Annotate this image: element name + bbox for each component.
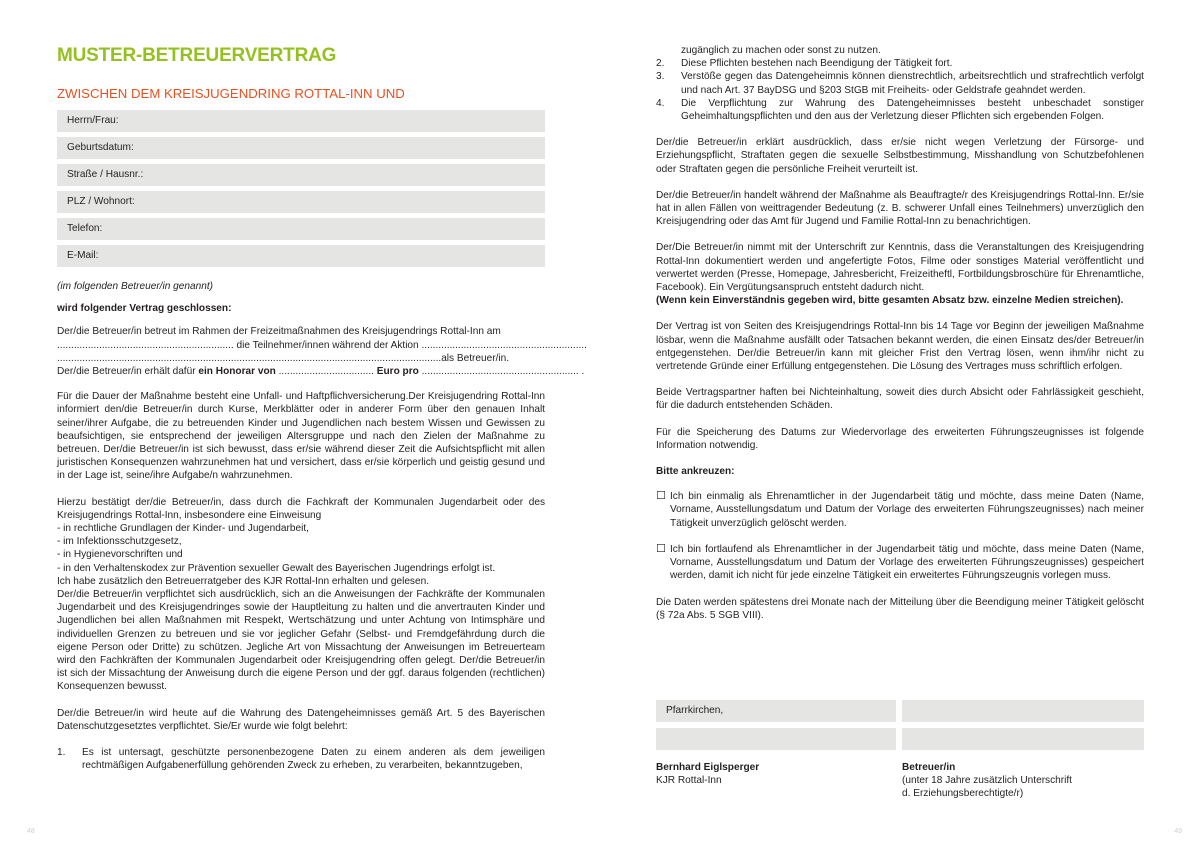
einweisung-item-1: - in rechtliche Grundlagen der Kinder- und Jugendarbeit,	[57, 523, 309, 535]
belehrung-list-cont	[656, 44, 1144, 123]
place-date-field[interactable]: Pfarrkirchen,	[656, 700, 896, 722]
list-item	[656, 57, 1144, 70]
list-item-number: 2.	[656, 58, 665, 70]
place-date-field-right[interactable]	[902, 700, 1144, 722]
signatory-betreuer-note-2: d. Erziehungsberechtigte/r)	[902, 788, 1024, 800]
phone-field[interactable]: Telefon:	[57, 218, 545, 240]
list-item-text: Verstöße gegen das Datengeheimnis können dienstrechtlich, arbeitsrechtlich und strafrechtlich verfolgt und nach Art. 37 BayDSG und §203 StGB mit Freiheits- oder Geldstrafe geahndet werden.	[681, 71, 1144, 96]
list-item-number: 4.	[656, 97, 665, 109]
honorar-paragraph	[57, 325, 587, 378]
medien-paragraph: Der/Die Betreuer/in nimmt mit der Unterschrift zur Kenntnis, dass die Veranstaltungen des Kreisjugendring Rottal-Inn dokumentiert werden und angefertigte Fotos, Filme oder sonstiges Material veröffentlicht und verwertet werden (Presse, Homepage, Jahresbericht, Freizeitheftl, Fortbildungsbroschüre für Ehrenamtliche, Facebook). Ein Vergütungsanspruch entsteht dadurch nicht.	[656, 242, 1144, 294]
list-item-number: 1.	[57, 747, 66, 759]
birthdate-field[interactable]: Geburtsdatum:	[57, 137, 545, 159]
page-number-left: 48	[27, 827, 35, 835]
beauftragte-paragraph: Der/die Betreuer/in handelt während der Maßnahme als Beauftragte/r des Kreisjugendrings Rottal-Inn. Er/sie hat in allen Fällen von weittragender Bedeutung (z. B. schwerer Unfall eines Teilnehmers) unverzüglich den Kreisjugendring oder das Amt für Jugend und Familie Rottal-Inn zu benachrichtigen.	[656, 189, 1144, 228]
document-subtitle: ZWISCHEN DEM KREISJUGENDRING ROTTAL-INN UND	[57, 86, 405, 101]
right-page	[600, 0, 1200, 851]
list-item-text: Es ist untersagt, geschützte personenbezogene Daten zu einem anderen als dem jeweiligen rechtmäßigen Aufgabenerfüllung gehörenden Zweck zu erheben, zu verarbeiten, bekanntzugeben,	[82, 747, 545, 772]
contract-line: wird folgender Vertrag geschlossen:	[57, 303, 232, 315]
checkbox-label: Ich bin fortlaufend als Ehrenamtlicher in der Jugendarbeit tätig und möchte, dass meine Daten (Name, Vorname, Ausstellungsdatum und Datum der Vorlage des erweiterten Führungszeugnisses) gespeichert werden, damit ich nicht für jede einzelne Tätigkeit ein erweitertes Führungszeugnis vorlegen muss.	[670, 543, 1144, 582]
list-item	[656, 70, 1144, 96]
list-item-number: 3.	[656, 71, 665, 83]
einweisung-item-3: - in Hygienevorschriften und	[57, 549, 183, 561]
checkbox-icon[interactable]: ☐	[656, 490, 666, 503]
honorar-line-2: ............................................................... die Teilnehmer/innen während der Aktion ...........................................................	[57, 339, 587, 351]
ankreuzen-heading: Bitte ankreuzen:	[656, 466, 735, 478]
medien-note: (Wenn kein Einverständnis gegeben wird, bitte gesamten Absatz bzw. einzelne Medien streichen).	[656, 295, 1124, 307]
insurance-paragraph: Für die Dauer der Maßnahme besteht eine Unfall- und Haftpflichversicherung.Der Kreisjugendring Rottal-Inn informiert den/die Betreuer/in durch Kurse, Merkblätter oder in anderer Form über den genauen Inhalt seiner/ihrer Aufgabe, die zu betreuenden Kinder und Jugendlichen nach bestem Wissen und Gewissen zu beaufsichtigen, sie entsprechend der jeweiligen Altersgruppe und nach den Zielen der Maßnahme zu betreuen. Der/die Betreuer/in ist sich bewusst, dass er/sie während dieser Zeit die Aufsichtspflicht mit allen juristischen Konsequenzen wahrzunehmen hat und versichert, dass er/sie körperlich und geistig gesund und in der Lage ist, seine/ihre Aufgabe/n wahrzunehmen.	[57, 391, 545, 482]
einweisung-intro: Hierzu bestätigt der/die Betreuer/in, dass durch die Fachkraft der Kommunalen Jugendarbeit oder des Kreisjugendrings Rottal-Inn, insbesondere eine Einweisung	[57, 496, 545, 521]
haftung-paragraph: Beide Vertragspartner haften bei Nichteinhaltung, soweit dies durch Absicht oder Fahrlässigkeit geschieht, für die dadurch entstehenden Schäden.	[656, 387, 1144, 412]
list-item-text: Diese Pflichten bestehen nach Beendigung der Tätigkeit fort.	[681, 58, 953, 70]
personal-data-form	[57, 110, 545, 272]
email-field[interactable]: E-Mail:	[57, 245, 545, 267]
checkbox-option-fortlaufend[interactable]	[656, 543, 1144, 583]
document-title: MUSTER-BETREUERVERTRAG	[57, 45, 337, 66]
signatory-kjr	[656, 761, 896, 787]
checkbox-option-einmalig[interactable]	[656, 490, 1144, 530]
signature-field-betreuer[interactable]	[902, 728, 1144, 750]
list-item-text: zugänglich zu machen oder sonst zu nutzen.	[681, 45, 881, 56]
euro-pro-bold: Euro pro	[376, 366, 419, 378]
einweisung-item-2: - im Infektionsschutzgesetz,	[57, 536, 182, 548]
list-item	[57, 746, 545, 772]
honorar-bold: ein Honorar von	[198, 366, 276, 378]
signatory-betreuer	[902, 761, 1142, 801]
datengeheimnis-paragraph: Der/die Betreuer/in wird heute auf die Wahrung des Datengeheimnisses gemäß Art. 5 des Bayerischen Datenschutzgesetztes verpflichtet. Sie/Er wurde wie folgt belehrt:	[57, 707, 545, 732]
kuendigung-paragraph: Der Vertrag ist von Seiten des Kreisjugendrings Rottal-Inn bis 14 Tage vor Beginn der jeweiligen Maßnahme lösbar, wenn die Maßnahme ausfällt oder Tatsachen bekannt werden, die einen Einsatz des/der Betreuer/in entgegenstehen. Der/die Betreuer/in kann mit gleicher Frist den Vertrag lösen, wenn ihm/ihr nicht zu vertretende Gründe einer Erfüllung entgegenstehen. Die Lösung des Vertrages muss schriftlich erfolgen.	[656, 321, 1144, 373]
honorar-dots-2: ........................................................ .	[418, 366, 585, 378]
checkbox-label: Ich bin einmalig als Ehrenamtlicher in der Jugendarbeit tätig und möchte, dass meine Daten (Name, Vorname, Ausstellungsdatum und Datum der Vorlage des erweiterten Führungszeugnisses) nach meiner Tätigkeit unverzüglich gelöscht werden.	[670, 491, 1144, 529]
name-field[interactable]: Herrn/Frau:	[57, 110, 545, 132]
list-item	[656, 97, 1144, 123]
signatory-kjr-name: Bernhard Eiglsperger	[656, 762, 760, 773]
speicherung-paragraph: Für die Speicherung des Datums zur Wiedervorlage des erweiterten Führungszeugnisses ist folgende Information notwendig.	[656, 426, 1144, 451]
signature-row-sign	[656, 728, 1144, 750]
honorar-line-4	[57, 365, 585, 378]
einweisung-item-4: - in den Verhaltenskodex zur Prävention sexueller Gewalt des Bayerischen Jugendrings erfolgt ist.	[57, 562, 496, 574]
verpflichtung-paragraph: Der/die Betreuer/in verpflichtet sich ausdrücklich, sich an die Anweisungen der Fachkräfte der Kommunalen Jugendarbeit und des Kreisjugendringes sowie der Hauptleitung zu halten und die anvertrauten Kinder und Jugendlichen bei allen Maßnahmen mit Respekt, Wertschätzung und unter Achtung von Intimsphäre und individuellen Grenzen zu betreuen und sie vor jeglicher Gefahr (Selbst- und Fremdgefährdung durch die eigene Person oder Dritte) zu schützen. Jegliche Art von Missachtung der Anweisungen im Betreuerteam wird den Fachkräften der Kommunalen Jugendarbeit oder Kreisjugendring offen gelegt. Der/die Betreuer/in ist sich der Missachtung der Anweisung durch die eigene Person und der ggf. daraus folgenden (rechtlichen) Konsequenzen bewusst.	[57, 589, 545, 693]
zip-city-field[interactable]: PLZ / Wohnort:	[57, 191, 545, 213]
ratgeber-line: Ich habe zusätzlich den Betreuerratgeber des KJR Rottal-Inn erhalten und gelesen.	[57, 575, 430, 587]
honorar-line-1: Der/die Betreuer/in betreut im Rahmen der Freizeitmaßnahmen des Kreisjugendrings Rottal-Inn am	[57, 326, 501, 338]
loeschung-paragraph: Die Daten werden spätestens drei Monate nach der Mitteilung über die Beendigung meiner Tätigkeit gelöscht (§ 72a Abs. 5 SGB VIII).	[656, 596, 1144, 621]
honorar-dots-1: ..................................	[275, 366, 377, 378]
signature-field-kjr[interactable]	[656, 728, 896, 750]
signature-row-place	[656, 700, 1144, 722]
signatory-kjr-org: KJR Rottal-Inn	[656, 775, 722, 787]
signatory-betreuer-note-1: (unter 18 Jahre zusätzlich Unterschrift	[902, 775, 1072, 787]
list-item	[656, 44, 1144, 57]
page-number-right: 49	[1174, 827, 1182, 835]
honorar-text: Der/die Betreuer/in erhält dafür	[57, 366, 199, 378]
street-field[interactable]: Straße / Hausnr.:	[57, 164, 545, 186]
straftaten-paragraph: Der/die Betreuer/in erklärt ausdrücklich, dass er/sie nicht wegen Verletzung der Fürsorge- und Erziehungspflicht, Straftaten gegen die sexuelle Selbstbestimmung, Misshandlung von Schutzbefohlenen oder Straftaten gegen die persönliche Freiheit verurteilt ist.	[656, 137, 1144, 175]
list-item-text: Die Verpflichtung zur Wahrung des Datengeheimnisses besteht unbeschadet sonstiger Geheimhaltungspflichten und den aus der Verletzung dieser Pflichten sich ergebenden Folgen.	[681, 97, 1144, 123]
honorar-line-3: .........................................................................................................................................als Betreuer/in.	[57, 352, 510, 364]
left-body	[57, 280, 587, 773]
right-column	[656, 44, 1144, 622]
checkbox-icon[interactable]: ☐	[656, 542, 666, 555]
belehrung-list	[57, 746, 545, 772]
betreuer-note: (im folgenden Betreuer/in genannt)	[57, 281, 213, 292]
signatory-betreuer-title: Betreuer/in	[902, 762, 956, 773]
